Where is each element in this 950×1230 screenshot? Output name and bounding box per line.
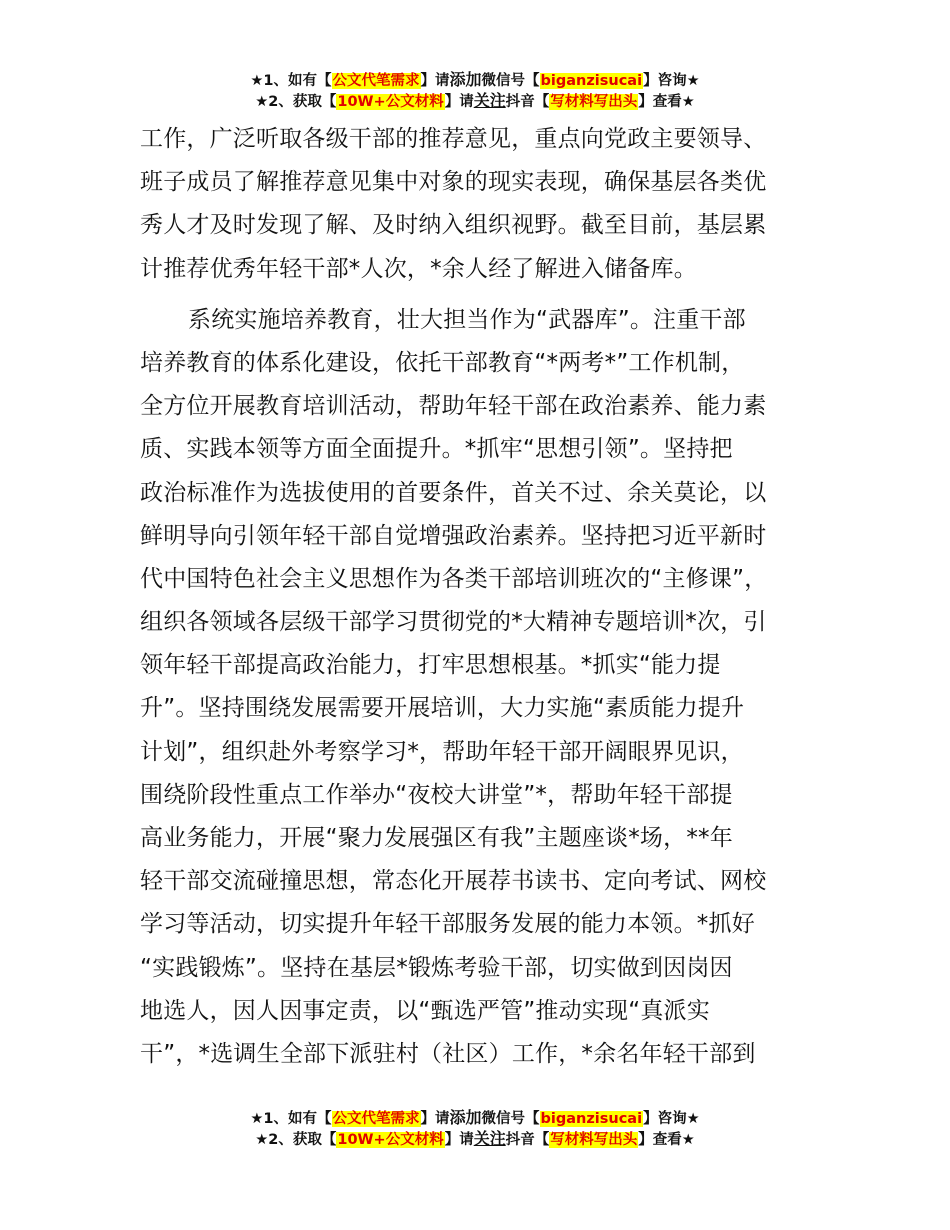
banner-text: 】请	[444, 94, 474, 110]
text-line: 升”。坚持围绕发展需要开展培训，大力实施“素质能力提升	[140, 695, 745, 722]
banner-text: 】请	[420, 1111, 450, 1127]
highlight-materials: 10W+公文材料	[337, 94, 444, 110]
banner-text: 】咨询★	[643, 73, 700, 89]
text-line: 干”，*选调生全部下派驻村（社区）工作，*余名年轻干部到	[140, 1040, 756, 1067]
highlight-service: 公文代笔需求	[332, 73, 420, 89]
header-banner	[0, 70, 950, 112]
banner-emphasis: 关注	[473, 1129, 506, 1148]
text-line: 计划”，组织赴外考察学习*，帮助年轻干部开阔眼界见识，	[140, 738, 744, 765]
footer-banner	[0, 1108, 950, 1150]
highlight-wechat-id: biganzisucai	[540, 1111, 643, 1127]
text-line: 组织各领域各层级干部学习贯彻党的*大精神专题培训*次，引	[140, 609, 767, 636]
banner-line-2	[0, 91, 950, 112]
banner-text: 微信号【	[481, 1111, 540, 1127]
highlight-materials: 10W+公文材料	[337, 1132, 444, 1148]
banner-text: ★1、如有【	[250, 73, 332, 89]
banner-line-1	[0, 70, 950, 91]
text-line: 高业务能力，开展“聚力发展强区有我”主题座谈*场，**年	[140, 825, 733, 851]
text-line: 班子成员了解推荐意见集中对象的现实表现，确保基层各类优	[140, 169, 767, 196]
text-line: 鲜明导向引领年轻干部自觉增强政治素养。坚持把习近平新时	[140, 522, 767, 549]
banner-text: 】查看★	[638, 1132, 695, 1148]
highlight-douyin: 写材料写出头	[550, 1132, 638, 1148]
banner-text: 】请	[444, 1132, 474, 1148]
text-line: 学习等活动，切实提升年轻干部服务发展的能力本领。*抓好	[140, 911, 755, 938]
paragraph-1	[140, 118, 830, 291]
text-line: 代中国特色社会主义思想作为各类干部培训班次的“主修课”，	[140, 565, 768, 592]
banner-text: ★2、获取【	[255, 94, 337, 110]
text-line: 政治标准作为选拔使用的首要条件，首关不过、余关莫论，以	[140, 479, 767, 506]
text-line: “实践锻炼”。坚持在基层*锻炼考验干部，切实做到因岗因	[140, 954, 733, 981]
banner-emphasis: 添加	[449, 70, 482, 89]
banner-line-2	[0, 1129, 950, 1150]
banner-text: 】请	[420, 73, 450, 89]
banner-emphasis: 关注	[473, 91, 506, 110]
text-line: 工作，广泛听取各级干部的推荐意见，重点向党政主要领导、	[140, 126, 767, 152]
text-line: 全方位开展教育培训活动，帮助年轻干部在政治素养、能力素	[140, 393, 767, 420]
text-line: 地选人，因人因事定责，以“甄选严管”推动实现“真派实	[140, 997, 710, 1024]
text-line: 质、实践本领等方面全面提升。*抓牢“思想引领”。坚持把	[140, 436, 733, 463]
document-body	[140, 118, 830, 1076]
highlight-wechat-id: biganzisucai	[540, 73, 643, 89]
banner-text: 】咨询★	[643, 1111, 700, 1127]
paragraph-2	[140, 299, 830, 1076]
banner-emphasis: 添加	[449, 1108, 482, 1127]
banner-text: 抖音【	[505, 94, 550, 110]
highlight-douyin: 写材料写出头	[550, 94, 638, 110]
text-line: 领年轻干部提高政治能力，打牢思想根基。*抓实“能力提	[140, 652, 721, 679]
banner-text: 抖音【	[505, 1132, 550, 1148]
text-line: 计推荐优秀年轻干部*人次，*余人经了解进入储备库。	[140, 255, 697, 282]
banner-text: 微信号【	[481, 73, 540, 89]
text-line: 围绕阶段性重点工作举办“夜校大讲堂”*，帮助年轻干部提	[140, 781, 733, 808]
text-line: 培养教育的体系化建设，依托干部教育“*两考*”工作机制，	[140, 349, 745, 376]
banner-text: ★2、获取【	[255, 1132, 337, 1148]
text-line: 系统实施培养教育，壮大担当作为“武器库”。注重干部	[188, 306, 746, 333]
banner-text: ★1、如有【	[250, 1111, 332, 1127]
banner-text: 】查看★	[638, 94, 695, 110]
text-line: 轻干部交流碰撞思想，常态化开展荐书读书、定向考试、网校	[140, 868, 767, 895]
text-line: 秀人才及时发现了解、及时纳入组织视野。截至目前，基层累	[140, 212, 767, 239]
banner-line-1	[0, 1108, 950, 1129]
highlight-service: 公文代笔需求	[332, 1111, 420, 1127]
